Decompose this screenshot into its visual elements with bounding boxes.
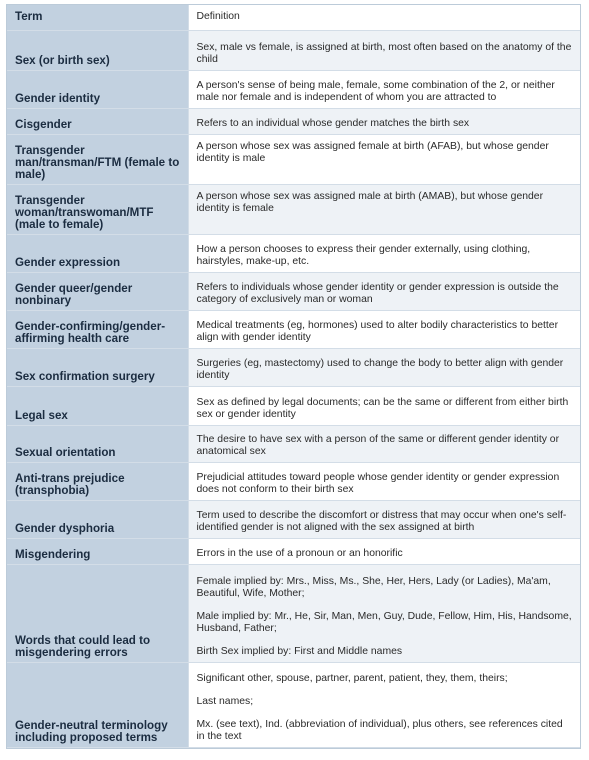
definition-cell bbox=[188, 538, 580, 564]
term-cell: Misgendering bbox=[7, 538, 188, 564]
definition-cell bbox=[188, 310, 580, 348]
definition-cell bbox=[188, 662, 580, 747]
definition-text: Medical treatments (eg, hormones) used to alter bodily characteristics to better align with gender identity bbox=[196, 319, 559, 343]
definition-text: Birth Sex implied by: First and Middle names bbox=[196, 645, 403, 657]
table-row bbox=[7, 108, 580, 134]
definition-cell bbox=[188, 462, 580, 500]
definition-cell bbox=[188, 234, 580, 272]
table-header-row bbox=[7, 5, 580, 30]
term-cell: Transgender man/transman/FTM (female to male) bbox=[7, 134, 188, 184]
definition-text: Refers to individuals whose gender identity or gender expression is outside the category of exclusively man or woman bbox=[196, 281, 559, 305]
term-cell: Words that could lead to misgendering errors bbox=[7, 564, 188, 662]
definition-cell bbox=[188, 348, 580, 386]
definition-text: A person's sense of being male, female, some combination of the 2, or neither male nor female and is independent of whom you are attracted to bbox=[196, 79, 555, 103]
term-cell: Gender-confirming/gender-affirming health care bbox=[7, 310, 188, 348]
table-row bbox=[7, 70, 580, 108]
term-cell: Sexual orientation bbox=[7, 425, 188, 462]
definition-text: A person whose sex was assigned male at birth (AMAB), but whose gender identity is female bbox=[196, 190, 544, 214]
table-row bbox=[7, 425, 580, 462]
definition-text: A person whose sex was assigned female at birth (AFAB), but whose gender identity is male bbox=[196, 140, 549, 164]
definition-text: Sex, male vs female, is assigned at birth, most often based on the anatomy of the child bbox=[196, 41, 572, 65]
definition-cell bbox=[188, 425, 580, 462]
definition-cell bbox=[188, 184, 580, 234]
table-row bbox=[7, 564, 580, 662]
table-row bbox=[7, 272, 580, 310]
definition-text: Sex as defined by legal documents; can be the same or different from either birth sex or gender identity bbox=[196, 396, 569, 420]
table-row bbox=[7, 538, 580, 564]
term-cell: Gender-neutral terminology including proposed terms bbox=[7, 662, 188, 747]
definition-cell bbox=[188, 134, 580, 184]
table-row bbox=[7, 234, 580, 272]
definition-cell bbox=[188, 386, 580, 425]
definition-cell bbox=[188, 272, 580, 310]
definition-text: Surgeries (eg, mastectomy) used to change the body to better align with gender identity bbox=[196, 357, 564, 381]
definition-cell bbox=[188, 564, 580, 662]
term-cell: Transgender woman/transwoman/MTF (male to female) bbox=[7, 184, 188, 234]
table-row bbox=[7, 134, 580, 184]
definition-text: How a person chooses to express their gender externally, using clothing, hairstyles, make-up, etc. bbox=[196, 243, 531, 267]
definition-text: Term used to describe the discomfort or distress that may occur when one's self-identified gender is not aligned with the sex assigned at birth bbox=[196, 509, 567, 533]
table-row bbox=[7, 500, 580, 538]
term-cell: Gender expression bbox=[7, 234, 188, 272]
table-row bbox=[7, 386, 580, 425]
term-cell: Cisgender bbox=[7, 108, 188, 134]
table-row bbox=[7, 184, 580, 234]
definition-text: Prejudicial attitudes toward people whose gender identity or gender expression does not conform to their birth sex bbox=[196, 471, 560, 495]
definition-cell bbox=[188, 70, 580, 108]
header-definition: Definition bbox=[188, 5, 580, 30]
header-term: Term bbox=[7, 5, 188, 30]
definition-text: The desire to have sex with a person of the same or different gender identity or anatomical sex bbox=[196, 433, 560, 457]
definition-text: Male implied by: Mr., He, Sir, Man, Men, Guy, Dude, Fellow, Him, His, Handsome, Husband, Father; bbox=[196, 610, 572, 634]
table-row bbox=[7, 662, 580, 747]
terms-table bbox=[7, 5, 580, 748]
definition-cell bbox=[188, 500, 580, 538]
table-row bbox=[7, 348, 580, 386]
definition-text: Mx. (see text), Ind. (abbreviation of individual), plus others, see references cited in the text bbox=[196, 718, 563, 742]
terminology-table bbox=[6, 4, 581, 749]
definition-cell bbox=[188, 108, 580, 134]
definition-text: Errors in the use of a pronoun or an honorific bbox=[196, 547, 403, 559]
definition-text: Last names; bbox=[196, 695, 254, 707]
term-cell: Sex (or birth sex) bbox=[7, 30, 188, 70]
definition-text: Female implied by: Mrs., Miss, Ms., She, Her, Hers, Lady (or Ladies), Ma'am, Beautiful, Wife, Mother; bbox=[196, 575, 551, 599]
table-row bbox=[7, 310, 580, 348]
term-cell: Gender queer/gender nonbinary bbox=[7, 272, 188, 310]
term-cell: Legal sex bbox=[7, 386, 188, 425]
definition-text: Significant other, spouse, partner, parent, patient, they, them, theirs; bbox=[196, 672, 508, 684]
definition-text: Refers to an individual whose gender matches the birth sex bbox=[196, 117, 470, 129]
table-row bbox=[7, 30, 580, 70]
definition-cell bbox=[188, 30, 580, 70]
term-cell: Sex confirmation surgery bbox=[7, 348, 188, 386]
term-cell: Anti-trans prejudice (transphobia) bbox=[7, 462, 188, 500]
term-cell: Gender dysphoria bbox=[7, 500, 188, 538]
table-row bbox=[7, 462, 580, 500]
term-cell: Gender identity bbox=[7, 70, 188, 108]
